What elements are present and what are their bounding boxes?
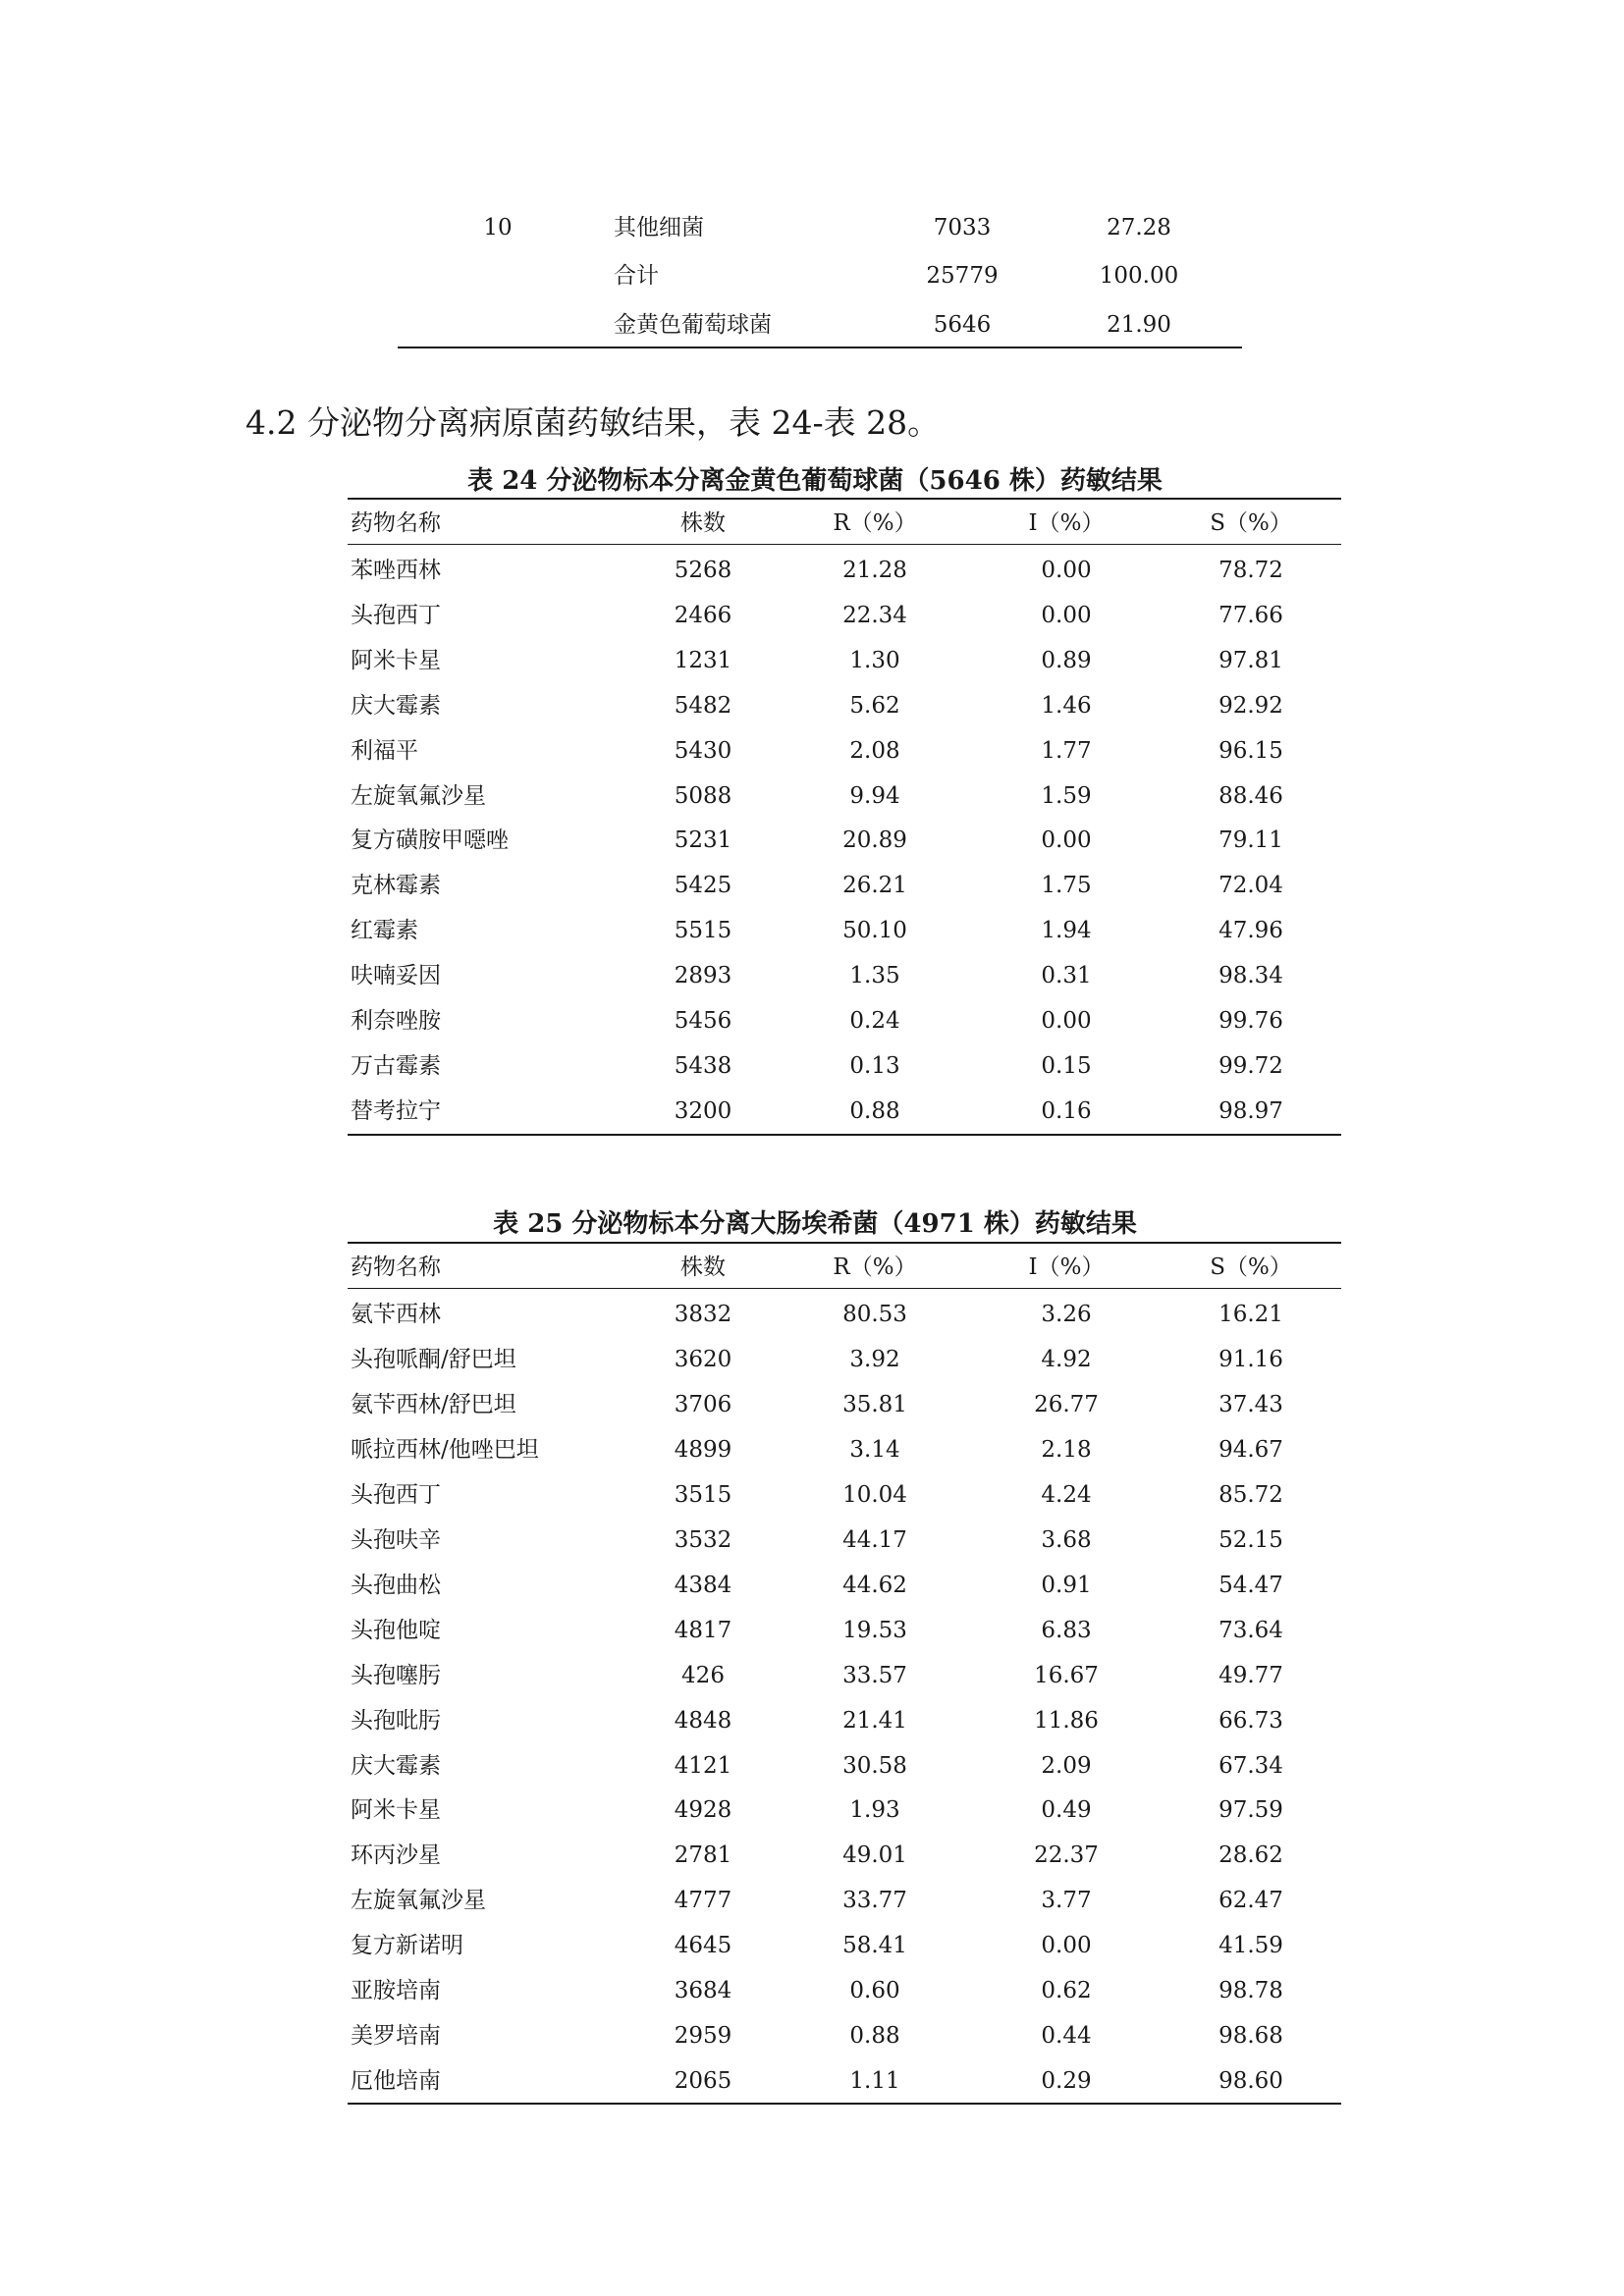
count-cell: 2065 [674, 2068, 732, 2095]
drug-name-cell: 左旋氧氟沙星 [351, 782, 486, 809]
table24-header-rule [348, 544, 1341, 545]
drug-name-cell: 厄他培南 [351, 2068, 441, 2095]
count-cell: 4899 [674, 1436, 732, 1463]
table24-header-drug-name: 药物名称 [351, 510, 441, 536]
s-percent-cell: 54.47 [1218, 1572, 1283, 1598]
r-percent-cell: 44.62 [842, 1572, 907, 1598]
drug-name-cell: 哌拉西林/他唑巴坦 [351, 1436, 539, 1463]
drug-name-cell: 亚胺培南 [351, 1978, 441, 2004]
count-cell: 4777 [674, 1888, 732, 1914]
i-percent-cell: 2.18 [1041, 1436, 1092, 1463]
table25-header-i-percent: I（%） [1028, 1255, 1105, 1280]
r-percent-cell: 3.14 [849, 1436, 900, 1463]
s-percent-cell: 79.11 [1218, 828, 1283, 854]
r-percent-cell: 35.81 [842, 1391, 907, 1417]
r-percent-cell: 30.58 [842, 1752, 907, 1779]
drug-name-cell: 头孢噻肟 [351, 1662, 441, 1688]
i-percent-cell: 0.00 [1041, 1008, 1092, 1034]
drug-name-cell: 环丙沙星 [351, 1842, 441, 1869]
r-percent-cell: 5.62 [849, 692, 900, 719]
top-row-percent: 21.90 [1107, 312, 1171, 338]
drug-name-cell: 头孢西丁 [351, 1481, 441, 1508]
drug-name-cell: 红霉素 [351, 918, 418, 944]
drug-name-cell: 利福平 [351, 737, 418, 764]
table24-header-count: 株数 [680, 510, 726, 536]
i-percent-cell: 0.15 [1041, 1052, 1092, 1079]
drug-name-cell: 氨苄西林 [351, 1302, 441, 1327]
r-percent-cell: 26.21 [842, 873, 907, 899]
table25-header-drug-name: 药物名称 [351, 1255, 441, 1280]
drug-name-cell: 苯唑西林 [351, 558, 441, 583]
count-cell: 4121 [674, 1752, 732, 1779]
r-percent-cell: 33.77 [842, 1888, 907, 1914]
count-cell: 3620 [674, 1346, 732, 1372]
table24-header-i-percent: I（%） [1028, 510, 1105, 536]
s-percent-cell: 52.15 [1218, 1526, 1283, 1553]
table24-bottom-rule [348, 1134, 1341, 1136]
table25-header-rule [348, 1288, 1341, 1289]
s-percent-cell: 97.59 [1218, 1797, 1283, 1824]
i-percent-cell: 4.92 [1041, 1346, 1092, 1372]
s-percent-cell: 16.21 [1218, 1302, 1283, 1327]
count-cell: 3515 [674, 1481, 732, 1508]
r-percent-cell: 1.11 [849, 2068, 900, 2095]
drug-name-cell: 头孢哌酮/舒巴坦 [351, 1346, 516, 1372]
drug-name-cell: 万古霉素 [351, 1052, 441, 1079]
i-percent-cell: 3.68 [1041, 1526, 1092, 1553]
count-cell: 5231 [674, 828, 732, 854]
s-percent-cell: 78.72 [1218, 558, 1283, 583]
i-percent-cell: 3.77 [1041, 1888, 1092, 1914]
s-percent-cell: 47.96 [1218, 918, 1283, 944]
i-percent-cell: 0.00 [1041, 828, 1092, 854]
i-percent-cell: 16.67 [1034, 1662, 1099, 1688]
drug-name-cell: 替考拉宁 [351, 1097, 441, 1124]
drug-name-cell: 庆大霉素 [351, 1752, 441, 1779]
i-percent-cell: 1.75 [1041, 873, 1092, 899]
s-percent-cell: 49.77 [1218, 1662, 1283, 1688]
table24-title: 表 24 分泌物标本分离金黄色葡萄球菌（5646 株）药敏结果 [467, 466, 1163, 496]
r-percent-cell: 22.34 [842, 602, 907, 628]
i-percent-cell: 0.31 [1041, 963, 1092, 989]
i-percent-cell: 0.00 [1041, 558, 1092, 583]
table25-title: 表 25 分泌物标本分离大肠埃希菌（4971 株）药敏结果 [493, 1209, 1137, 1239]
s-percent-cell: 28.62 [1218, 1842, 1283, 1869]
top-row-percent: 27.28 [1107, 215, 1171, 240]
r-percent-cell: 21.41 [842, 1707, 907, 1734]
table24-header-s-percent: S（%） [1210, 510, 1292, 536]
count-cell: 5088 [674, 782, 732, 809]
i-percent-cell: 0.16 [1041, 1097, 1092, 1124]
s-percent-cell: 96.15 [1218, 737, 1283, 764]
s-percent-cell: 85.72 [1218, 1481, 1283, 1508]
i-percent-cell: 0.62 [1041, 1978, 1092, 2004]
i-percent-cell: 11.86 [1034, 1707, 1099, 1734]
r-percent-cell: 44.17 [842, 1526, 907, 1553]
r-percent-cell: 0.88 [849, 2023, 900, 2050]
s-percent-cell: 92.92 [1218, 692, 1283, 719]
r-percent-cell: 0.24 [849, 1008, 900, 1034]
s-percent-cell: 91.16 [1218, 1346, 1283, 1372]
table24-top-rule [348, 498, 1341, 500]
top-row-count: 5646 [933, 312, 992, 338]
i-percent-cell: 2.09 [1041, 1752, 1092, 1779]
count-cell: 3532 [674, 1526, 732, 1553]
drug-name-cell: 头孢呋辛 [351, 1526, 441, 1553]
s-percent-cell: 98.34 [1218, 963, 1283, 989]
count-cell: 4384 [674, 1572, 732, 1598]
count-cell: 4817 [674, 1617, 732, 1643]
r-percent-cell: 58.41 [842, 1933, 907, 1959]
r-percent-cell: 1.30 [849, 647, 900, 673]
drug-name-cell: 阿米卡星 [351, 647, 441, 673]
table25-header-s-percent: S（%） [1210, 1255, 1292, 1280]
table25-top-rule [348, 1242, 1341, 1244]
drug-name-cell: 头孢吡肟 [351, 1707, 441, 1734]
i-percent-cell: 0.44 [1041, 2023, 1092, 2050]
drug-name-cell: 氨苄西林/舒巴坦 [351, 1391, 516, 1417]
r-percent-cell: 0.88 [849, 1097, 900, 1124]
s-percent-cell: 73.64 [1218, 1617, 1283, 1643]
r-percent-cell: 19.53 [842, 1617, 907, 1643]
r-percent-cell: 0.13 [849, 1052, 900, 1079]
count-cell: 1231 [674, 647, 732, 673]
top-row-count: 25779 [926, 263, 999, 289]
count-cell: 5425 [674, 873, 732, 899]
drug-name-cell: 头孢他啶 [351, 1617, 441, 1643]
r-percent-cell: 21.28 [842, 558, 907, 583]
drug-name-cell: 庆大霉素 [351, 692, 441, 719]
r-percent-cell: 0.60 [849, 1978, 900, 2004]
count-cell: 4928 [674, 1797, 732, 1824]
count-cell: 5515 [674, 918, 732, 944]
s-percent-cell: 99.76 [1218, 1008, 1283, 1034]
i-percent-cell: 1.46 [1041, 692, 1092, 719]
count-cell: 4645 [674, 1933, 732, 1959]
top-row-name: 金黄色葡萄球菌 [614, 312, 772, 338]
count-cell: 426 [681, 1662, 725, 1688]
count-cell: 2466 [674, 602, 732, 628]
i-percent-cell: 0.91 [1041, 1572, 1092, 1598]
drug-name-cell: 复方磺胺甲噁唑 [351, 828, 509, 854]
top-row-name: 合计 [614, 263, 659, 289]
i-percent-cell: 0.00 [1041, 1933, 1092, 1959]
count-cell: 4848 [674, 1707, 732, 1734]
s-percent-cell: 98.97 [1218, 1097, 1283, 1124]
table25-header-count: 株数 [680, 1255, 726, 1280]
i-percent-cell: 6.83 [1041, 1617, 1092, 1643]
r-percent-cell: 1.93 [849, 1797, 900, 1824]
s-percent-cell: 41.59 [1218, 1933, 1283, 1959]
top-table [0, 0, 1624, 353]
s-percent-cell: 97.81 [1218, 647, 1283, 673]
i-percent-cell: 4.24 [1041, 1481, 1092, 1508]
s-percent-cell: 72.04 [1218, 873, 1283, 899]
top-row-percent: 100.00 [1099, 263, 1179, 289]
count-cell: 5456 [674, 1008, 732, 1034]
r-percent-cell: 2.08 [849, 737, 900, 764]
i-percent-cell: 0.00 [1041, 602, 1092, 628]
r-percent-cell: 1.35 [849, 963, 900, 989]
count-cell: 5438 [674, 1052, 732, 1079]
i-percent-cell: 22.37 [1034, 1842, 1099, 1869]
drug-name-cell: 左旋氧氟沙星 [351, 1888, 486, 1914]
i-percent-cell: 0.29 [1041, 2068, 1092, 2095]
s-percent-cell: 98.78 [1218, 1978, 1283, 2004]
count-cell: 3200 [674, 1097, 732, 1124]
r-percent-cell: 9.94 [849, 782, 900, 809]
top-row-name: 其他细菌 [614, 215, 704, 240]
r-percent-cell: 49.01 [842, 1842, 907, 1869]
i-percent-cell: 1.77 [1041, 737, 1092, 764]
drug-name-cell: 头孢曲松 [351, 1572, 441, 1598]
i-percent-cell: 0.89 [1041, 647, 1092, 673]
i-percent-cell: 3.26 [1041, 1302, 1092, 1327]
r-percent-cell: 50.10 [842, 918, 907, 944]
r-percent-cell: 10.04 [842, 1481, 907, 1508]
drug-name-cell: 头孢西丁 [351, 602, 441, 628]
table24-header-r-percent: R（%） [833, 510, 917, 536]
drug-name-cell: 美罗培南 [351, 2023, 441, 2050]
r-percent-cell: 20.89 [842, 828, 907, 854]
drug-name-cell: 呋喃妥因 [351, 963, 441, 989]
drug-name-cell: 克林霉素 [351, 873, 441, 899]
s-percent-cell: 88.46 [1218, 782, 1283, 809]
count-cell: 5268 [674, 558, 732, 583]
i-percent-cell: 26.77 [1034, 1391, 1099, 1417]
count-cell: 2959 [674, 2023, 732, 2050]
s-percent-cell: 98.60 [1218, 2068, 1283, 2095]
s-percent-cell: 77.66 [1218, 602, 1283, 628]
r-percent-cell: 33.57 [842, 1662, 907, 1688]
drug-name-cell: 利奈唑胺 [351, 1008, 441, 1034]
table25-header-r-percent: R（%） [833, 1255, 917, 1280]
i-percent-cell: 0.49 [1041, 1797, 1092, 1824]
drug-name-cell: 复方新诺明 [351, 1933, 463, 1959]
i-percent-cell: 1.94 [1041, 918, 1092, 944]
count-cell: 2781 [674, 1842, 732, 1869]
count-cell: 3684 [674, 1978, 732, 2004]
s-percent-cell: 98.68 [1218, 2023, 1283, 2050]
count-cell: 3832 [674, 1302, 732, 1327]
s-percent-cell: 67.34 [1218, 1752, 1283, 1779]
s-percent-cell: 99.72 [1218, 1052, 1283, 1079]
i-percent-cell: 1.59 [1041, 782, 1092, 809]
s-percent-cell: 62.47 [1218, 1888, 1283, 1914]
top-row-count: 7033 [933, 215, 992, 240]
section-heading: 4.2 分泌物分离病原菌药敏结果，表 24-表 28。 [245, 403, 941, 442]
count-cell: 5482 [674, 692, 732, 719]
s-percent-cell: 66.73 [1218, 1707, 1283, 1734]
s-percent-cell: 94.67 [1218, 1436, 1283, 1463]
r-percent-cell: 80.53 [842, 1302, 907, 1327]
table25-bottom-rule [348, 2103, 1341, 2105]
drug-name-cell: 阿米卡星 [351, 1797, 441, 1824]
count-cell: 5430 [674, 737, 732, 764]
r-percent-cell: 3.92 [849, 1346, 900, 1372]
group-number: 10 [483, 215, 513, 240]
count-cell: 3706 [674, 1391, 732, 1417]
s-percent-cell: 37.43 [1218, 1391, 1283, 1417]
count-cell: 2893 [674, 963, 732, 989]
top-table-bottom-rule [398, 347, 1242, 348]
